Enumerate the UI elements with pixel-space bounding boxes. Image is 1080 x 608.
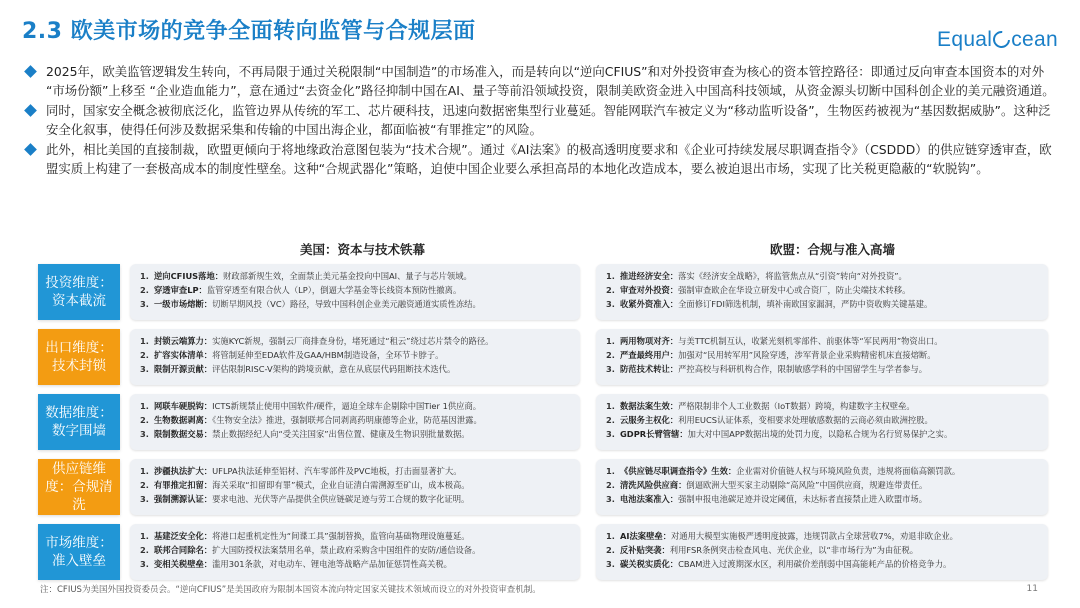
bullet-text: 同时，国家安全概念被彻底泛化，监管边界从传统的军工、芯片硬科技，迅速向数据密集型行业蔓延。智能网联汽车被定义为“移动监听设备”，生物医药被视为“基因数据威胁”。这种泛安全化叙事，使得任何涉及数据采集和传输的中国出海企业，都面临被“有罪推定”的风险。 (46, 103, 1051, 137)
item-text: 强制审查欧企在华设立研发中心或合资厂，防止尖端技术转移。 (678, 285, 911, 295)
item-keyword: 防范技术转让： (620, 364, 679, 374)
list-item (606, 348, 1040, 362)
list-item (606, 557, 1040, 571)
item-keyword: 网联车硬脱钩： (154, 401, 213, 411)
us-cell (130, 459, 580, 515)
list-item (606, 297, 1040, 311)
list-item (140, 529, 572, 543)
item-text: 监管穿透至有限合伙人（LP），倒逼大学基金等长线资本预防性撤离。 (206, 285, 462, 295)
item-keyword: 清洗风险供应商： (620, 480, 687, 490)
item-number: 3. (606, 494, 615, 504)
list-item (606, 399, 1040, 413)
item-text: 全面修订FDI筛选机制，填补南欧国家漏洞，严防中资收购关键基建。 (678, 299, 933, 309)
list-item (606, 283, 1040, 297)
item-keyword: 碳关税实质化： (620, 559, 679, 569)
item-keyword: 反补贴突袭： (620, 545, 670, 555)
page-number: 11 (1026, 584, 1038, 594)
item-text: 《生物安全法》推进，强制联邦合同剥离药明康德等企业，防范基因泄露。 (212, 415, 482, 425)
item-number: 2. (606, 415, 615, 425)
item-number: 3. (606, 299, 615, 309)
item-text: CBAM进入过渡期深水区，利用碳价差削弱中国高能耗产品的价格竞争力。 (678, 559, 952, 569)
item-text: 禁止数据经纪人向“受关注国家”出售位置、健康及生物识别批量数据。 (212, 429, 470, 439)
table-row (34, 262, 1050, 322)
us-cell (130, 329, 580, 385)
item-text: 对通用大模型实施极严透明度披露，违规罚款占全球营收7%，劝退非欧企业。 (671, 531, 958, 541)
list-item (140, 478, 572, 492)
item-number: 3. (140, 299, 149, 309)
bullet-text: 此外，相比美国的直接制裁，欧盟更倾向于将地缘政治意图包装为“技术合规”。通过《AI法案》的极高透明度要求和《企业可持续发展尽职调查指令》（CSDDD）的供应链穿透审查，欧盟实质上构建了一套极高成本的制度性壁垒。这种“合规武器化”策略，迫使中国企业要么承担高昂的本地化改造成本，要么被迫退出市场，实现了比关税更隐蔽的“软脱钩”。 (46, 142, 1052, 176)
item-keyword: 审查对外投资： (620, 285, 679, 295)
item-number: 1. (140, 466, 149, 476)
eu-cell (596, 459, 1048, 515)
list-item (140, 427, 572, 441)
eu-cell (596, 264, 1048, 320)
item-number: 3. (140, 559, 149, 569)
item-number: 2. (140, 480, 149, 490)
item-keyword: 限制数据交易： (154, 429, 213, 439)
row-label: 数据维度：数字围墙 (38, 394, 120, 450)
us-cell (130, 524, 580, 580)
list-item (140, 413, 572, 427)
item-text: 扩大国防授权法案禁用名单，禁止政府采购含中国组件的安防/通信设备。 (212, 545, 481, 555)
item-keyword: 电池法案准入： (620, 494, 679, 504)
list-item (140, 348, 572, 362)
item-number: 3. (140, 429, 149, 439)
list-item (140, 297, 572, 311)
item-keyword: 基建泛安全化： (154, 531, 213, 541)
item-text: 将港口起重机定性为“间谍工具”强制替换，监管向基础物理设施蔓延。 (212, 531, 470, 541)
item-number: 3. (606, 429, 615, 439)
item-keyword: AI法案壁垒： (620, 531, 671, 541)
item-keyword: 限制开源贡献： (154, 364, 213, 374)
list-item (140, 557, 572, 571)
item-text: 严格限制非个人工业数据（IoT数据）跨境，构建数字主权壁垒。 (678, 401, 915, 411)
item-number: 1. (606, 271, 615, 281)
bullet-list (24, 62, 1060, 179)
eu-cell (596, 524, 1048, 580)
item-number: 1. (140, 271, 149, 281)
item-keyword: 收紧外资准入： (620, 299, 679, 309)
bullet-item (24, 101, 1060, 139)
item-keyword: GDPR长臂管辖： (620, 429, 688, 439)
item-text: 滥用301条款，对电动车、锂电池等战略产品加征惩罚性高关税。 (212, 559, 452, 569)
item-text: 加大对中国APP数据出境的处罚力度，以隐私合规为名行贸易保护之实。 (687, 429, 953, 439)
item-number: 2. (140, 350, 149, 360)
item-number: 2. (606, 350, 615, 360)
footnote: 注：CFIUS为美国外国投资委员会。“逆向CFIUS”是美国政府为限制本国资本流向特定国家关键技术领域而设立的对外投资审查机制。 (40, 585, 541, 595)
item-text: 将管制延伸至EDA软件及GAA/HBM制造设备，全环节卡脖子。 (212, 350, 444, 360)
list-item (606, 543, 1040, 557)
row-label: 市场维度：准入壁垒 (38, 524, 120, 580)
eu-column-header: 欧盟：合规与准入高墙 (770, 242, 896, 257)
item-text: 要求电池、光伏等产品提供全供应链碳足迹与劳工合规的数字化证明。 (212, 494, 470, 504)
us-column-header: 美国：资本与技术铁幕 (300, 242, 426, 257)
item-keyword: 两用物项对齐： (620, 336, 679, 346)
item-number: 1. (140, 531, 149, 541)
item-text: 实施KYC新规，强制云厂商排查身份，堵死通过“租云”绕过芯片禁令的路径。 (212, 336, 494, 346)
item-text: 强制申报电池碳足迹并设定阈值，未达标者直接禁止进入欧盟市场。 (678, 494, 928, 504)
item-keyword: 涉疆执法扩大： (154, 466, 213, 476)
item-keyword: 数据法案生效： (620, 401, 679, 411)
table-row (34, 457, 1050, 517)
item-number: 1. (606, 401, 615, 411)
list-item (140, 362, 572, 376)
list-item (606, 529, 1040, 543)
item-text: ICTS新规禁止使用中国软件/硬件，逼迫全球车企剔除中国Tier 1供应商。 (212, 401, 482, 411)
item-keyword: 联邦合同除名： (154, 545, 213, 555)
item-text: 加强对“民用转军用”风险穿透，涉军背景企业采购精密机床直接熔断。 (678, 350, 936, 360)
page-title: 2.3 欧美市场的竞争全面转向监管与合规层面 (22, 19, 476, 44)
table-row (34, 522, 1050, 582)
brand-logo: Equal cean (937, 28, 1058, 51)
eu-cell (596, 329, 1048, 385)
list-item (606, 492, 1040, 506)
item-text: 财政部新规生效，全面禁止美元基金投向中国AI、量子与芯片领域。 (223, 271, 472, 281)
row-label: 供应链维度：合规清洗 (38, 459, 120, 515)
item-number: 2. (140, 545, 149, 555)
item-number: 1. (140, 336, 149, 346)
item-text: 利用FSR条例突击检查风电、光伏企业，以“非市场行为”为由征税。 (669, 545, 919, 555)
list-item (606, 427, 1040, 441)
item-number: 1. (606, 466, 615, 476)
row-label: 出口维度：技术封锁 (38, 329, 120, 385)
list-item (140, 543, 572, 557)
item-number: 2. (140, 285, 149, 295)
us-cell (130, 394, 580, 450)
item-number: 1. (140, 401, 149, 411)
item-number: 2. (606, 545, 615, 555)
item-keyword: 推进经济安全： (620, 271, 679, 281)
item-keyword: 封锁云端算力： (154, 336, 213, 346)
eu-cell (596, 394, 1048, 450)
item-keyword: 扩容实体清单： (154, 350, 213, 360)
item-number: 1. (606, 531, 615, 541)
diamond-bullet-icon (24, 143, 37, 156)
logo-ring-icon (990, 28, 1014, 52)
table-row (34, 327, 1050, 387)
list-item (140, 269, 572, 283)
item-text: 评估限制RISC-V架构的跨境贡献，意在从底层代码阻断技术迭代。 (212, 364, 456, 374)
list-item (606, 362, 1040, 376)
item-keyword: 一级市场熔断： (154, 299, 213, 309)
list-item (606, 413, 1040, 427)
item-text: 利用EUCS认证体系，变相要求处理敏感数据的云商必须由欧洲控股。 (678, 415, 933, 425)
item-text: 海关采取“扣留即有罪”模式，企业自证清白需溯源至矿山，成本极高。 (212, 480, 470, 490)
list-item (606, 269, 1040, 283)
diamond-bullet-icon (24, 104, 37, 117)
table-row (34, 392, 1050, 452)
item-number: 2. (606, 480, 615, 490)
item-number: 1. (606, 336, 615, 346)
item-number: 3. (140, 364, 149, 374)
item-number: 2. (140, 415, 149, 425)
bullet-text: 2025年，欧美监管逻辑发生转向，不再局限于通过关税限制“中国制造”的市场准入，而是转向以“逆向CFIUS”和对外投资审查为核心的资本管控路径：即通过反向审查本国资本的对外 “市场份额”上移至 “企业造血能力”，意在通过“去资金化”路径抑制中国在AI、量子等前沿领域投资，限制美欧资金进入中国高科技领域，从资金源头切断中国科创企业的美元融资通道。 (46, 64, 1055, 98)
list-item (140, 283, 572, 297)
item-keyword: 逆向CFIUS落地： (154, 271, 224, 281)
item-text: 落实《经济安全战略》，将监管焦点从“引资”转向“对外投资”。 (678, 271, 907, 281)
item-keyword: 穿透审查LP： (154, 285, 207, 295)
item-number: 3. (140, 494, 149, 504)
list-item (606, 464, 1040, 478)
item-text: 企业需对价值链人权与环境风险负责，违规将面临高额罚款。 (736, 466, 961, 476)
item-keyword: 《供应链尽职调查指令》生效： (620, 466, 737, 476)
list-item (140, 399, 572, 413)
item-number: 3. (606, 559, 615, 569)
item-text: 切断早期风投（VC）路径，导致中国科创企业美元融资通道实质性冻结。 (212, 299, 481, 309)
item-keyword: 强制溯源认证： (154, 494, 213, 504)
item-text: UFLPA执法延伸至铝材、汽车零部件及PVC地板，打击面显著扩大。 (212, 466, 462, 476)
item-keyword: 严查最终用户： (620, 350, 679, 360)
item-keyword: 生物数据剥离： (154, 415, 213, 425)
item-text: 与美TTC机制互认，收紧光刻机零部件、前驱体等“军民两用”物资出口。 (678, 336, 943, 346)
row-label: 投资维度：资本截流 (38, 264, 120, 320)
list-item (140, 334, 572, 348)
us-cell (130, 264, 580, 320)
list-item (140, 492, 572, 506)
bullet-item (24, 140, 1060, 178)
item-text: 严控高校与科研机构合作，限制敏感学科的中国留学生与学者参与。 (678, 364, 928, 374)
item-text: 倒逼欧洲大型买家主动剔除“高风险”中国供应商，规避连带责任。 (686, 480, 928, 490)
item-keyword: 变相关税壁垒： (154, 559, 213, 569)
bullet-item (24, 62, 1060, 100)
diamond-bullet-icon (24, 65, 37, 78)
item-number: 2. (606, 285, 615, 295)
list-item (606, 478, 1040, 492)
list-item (140, 464, 572, 478)
item-keyword: 有罪推定扣留： (154, 480, 213, 490)
item-number: 3. (606, 364, 615, 374)
item-keyword: 云服务主权化： (620, 415, 679, 425)
list-item (606, 334, 1040, 348)
